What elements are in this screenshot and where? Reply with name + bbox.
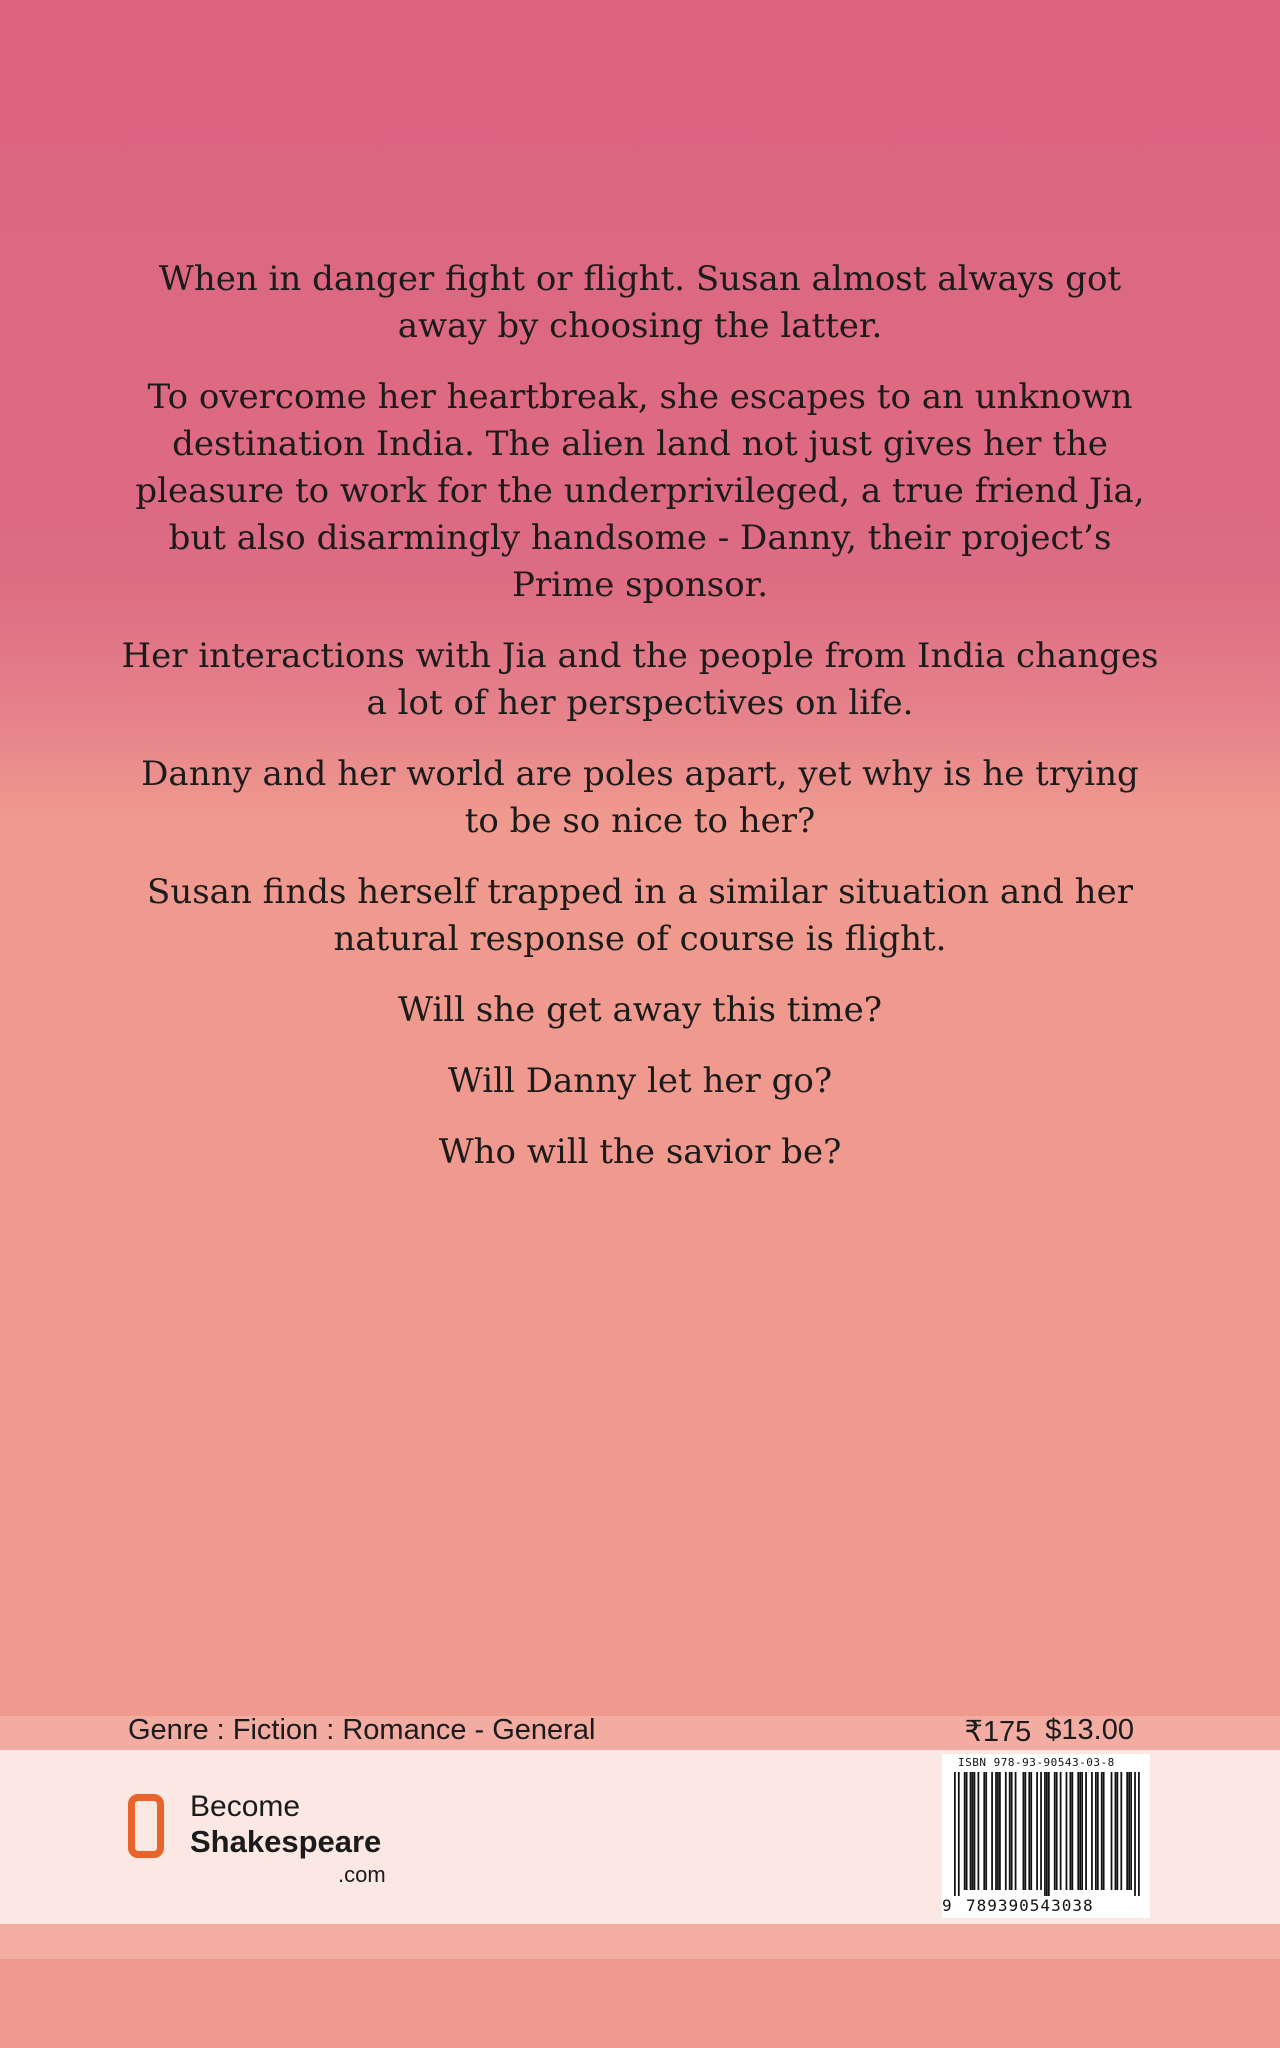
price-inr: ₹175 — [964, 1716, 1032, 1748]
barcode-bar — [1085, 1772, 1087, 1890]
barcode-bar — [1128, 1772, 1130, 1890]
barcode-bar — [1103, 1772, 1105, 1890]
back-cover-blurb — [120, 256, 1160, 1200]
barcode-bar — [1030, 1772, 1032, 1890]
isbn-label: ISBN 978-93-90543-03-8 — [958, 1756, 1115, 1769]
barcode-bar — [1046, 1772, 1048, 1896]
barcode-bar — [1117, 1772, 1119, 1890]
barcode-bar — [997, 1772, 999, 1890]
barcode-bar — [1134, 1772, 1136, 1896]
barcode-bar — [958, 1772, 960, 1896]
blurb-question: Who will the savior be? — [438, 1132, 842, 1172]
ean-first-digit: 9 — [942, 1896, 952, 1915]
barcode-bar — [999, 1772, 1001, 1890]
barcode-bar — [1120, 1772, 1122, 1890]
barcode-bar — [991, 1772, 993, 1890]
price-tag — [964, 1714, 1134, 1749]
barcode-bar — [1056, 1772, 1058, 1890]
isbn-barcode — [942, 1754, 1150, 1918]
blurb-paragraph: Susan finds herself trapped in a similar situation and her natural response of course is flight. — [147, 872, 1133, 959]
ean-digit-string: 789390543038 — [966, 1896, 1094, 1915]
bottom-band — [0, 1924, 1280, 1959]
barcode-bar — [1023, 1772, 1025, 1890]
genre-label: Genre : Fiction : Romance - General — [128, 1714, 596, 1746]
barcode-bar — [1130, 1772, 1132, 1890]
blurb-question: Will Danny let her go? — [447, 1061, 833, 1101]
barcode-bar — [1005, 1772, 1007, 1890]
barcode-bar — [1095, 1772, 1097, 1890]
barcode-bar — [1060, 1772, 1062, 1890]
publisher-logo — [128, 1790, 428, 1890]
barcode-bar — [1009, 1772, 1011, 1890]
barcode-bar — [1138, 1772, 1140, 1896]
barcode-bar — [1028, 1772, 1030, 1890]
barcode-bar — [966, 1772, 968, 1890]
barcode-bar — [1126, 1772, 1128, 1890]
barcode-bar — [1024, 1772, 1026, 1890]
barcode-bar — [954, 1772, 956, 1896]
barcode-bar — [1048, 1772, 1050, 1896]
barcode-bar — [1081, 1772, 1083, 1890]
barcode-bar — [1115, 1772, 1117, 1890]
barcode-bar — [977, 1772, 979, 1890]
barcode-bar — [972, 1772, 974, 1890]
blurb-paragraph: When in danger fight or flight. Susan almost always got away by choosing the latter. — [158, 259, 1122, 346]
barcode-bar — [1101, 1772, 1103, 1890]
ean-digits — [942, 1896, 1150, 1916]
barcode-bar — [1044, 1772, 1046, 1896]
barcode-bar — [1040, 1772, 1042, 1890]
barcode-bar — [1079, 1772, 1081, 1890]
barcode-bar — [1077, 1772, 1079, 1890]
barcode-bar — [1066, 1772, 1068, 1890]
barcode-bar — [1111, 1772, 1113, 1890]
barcode-bar — [1070, 1772, 1072, 1890]
publisher-name-line2: Shakespeare — [190, 1824, 382, 1859]
barcode-bar — [983, 1772, 985, 1890]
barcode-bar — [974, 1772, 976, 1890]
publisher-name-line1: Become — [190, 1790, 301, 1823]
blurb-paragraph: To overcome her heartbreak, she escapes to an unknown destination India. The alien land not just gives her the pleasure to work for the underprivileged, a true friend Jia, but also disarmingly handsome - Danny, their project’s Prime sponsor. — [135, 377, 1145, 605]
publisher-name-line3: .com — [338, 1862, 386, 1887]
blurb-paragraph: Danny and her world are poles apart, yet why is he trying to be so nice to her? — [141, 754, 1139, 841]
barcode-bar — [1097, 1772, 1099, 1890]
barcode-bar — [1054, 1772, 1056, 1890]
publisher-logo-icon — [128, 1794, 164, 1858]
barcode-bar — [1015, 1772, 1017, 1890]
barcode-bar — [1011, 1772, 1013, 1890]
price-usd: $13.00 — [1045, 1714, 1134, 1746]
barcode-bar — [964, 1772, 966, 1890]
blurb-question: Will she get away this time? — [398, 990, 882, 1030]
blurb-paragraph: Her interactions with Jia and the people from India changes a lot of her perspectives on life. — [121, 636, 1159, 723]
barcode-bar — [985, 1772, 987, 1890]
barcode-bar — [970, 1772, 972, 1890]
barcode-bar — [1071, 1772, 1073, 1890]
barcode-bar — [1091, 1772, 1093, 1890]
barcode-bar — [1036, 1772, 1038, 1890]
barcode-bars — [954, 1772, 1140, 1896]
barcode-bar — [995, 1772, 997, 1890]
